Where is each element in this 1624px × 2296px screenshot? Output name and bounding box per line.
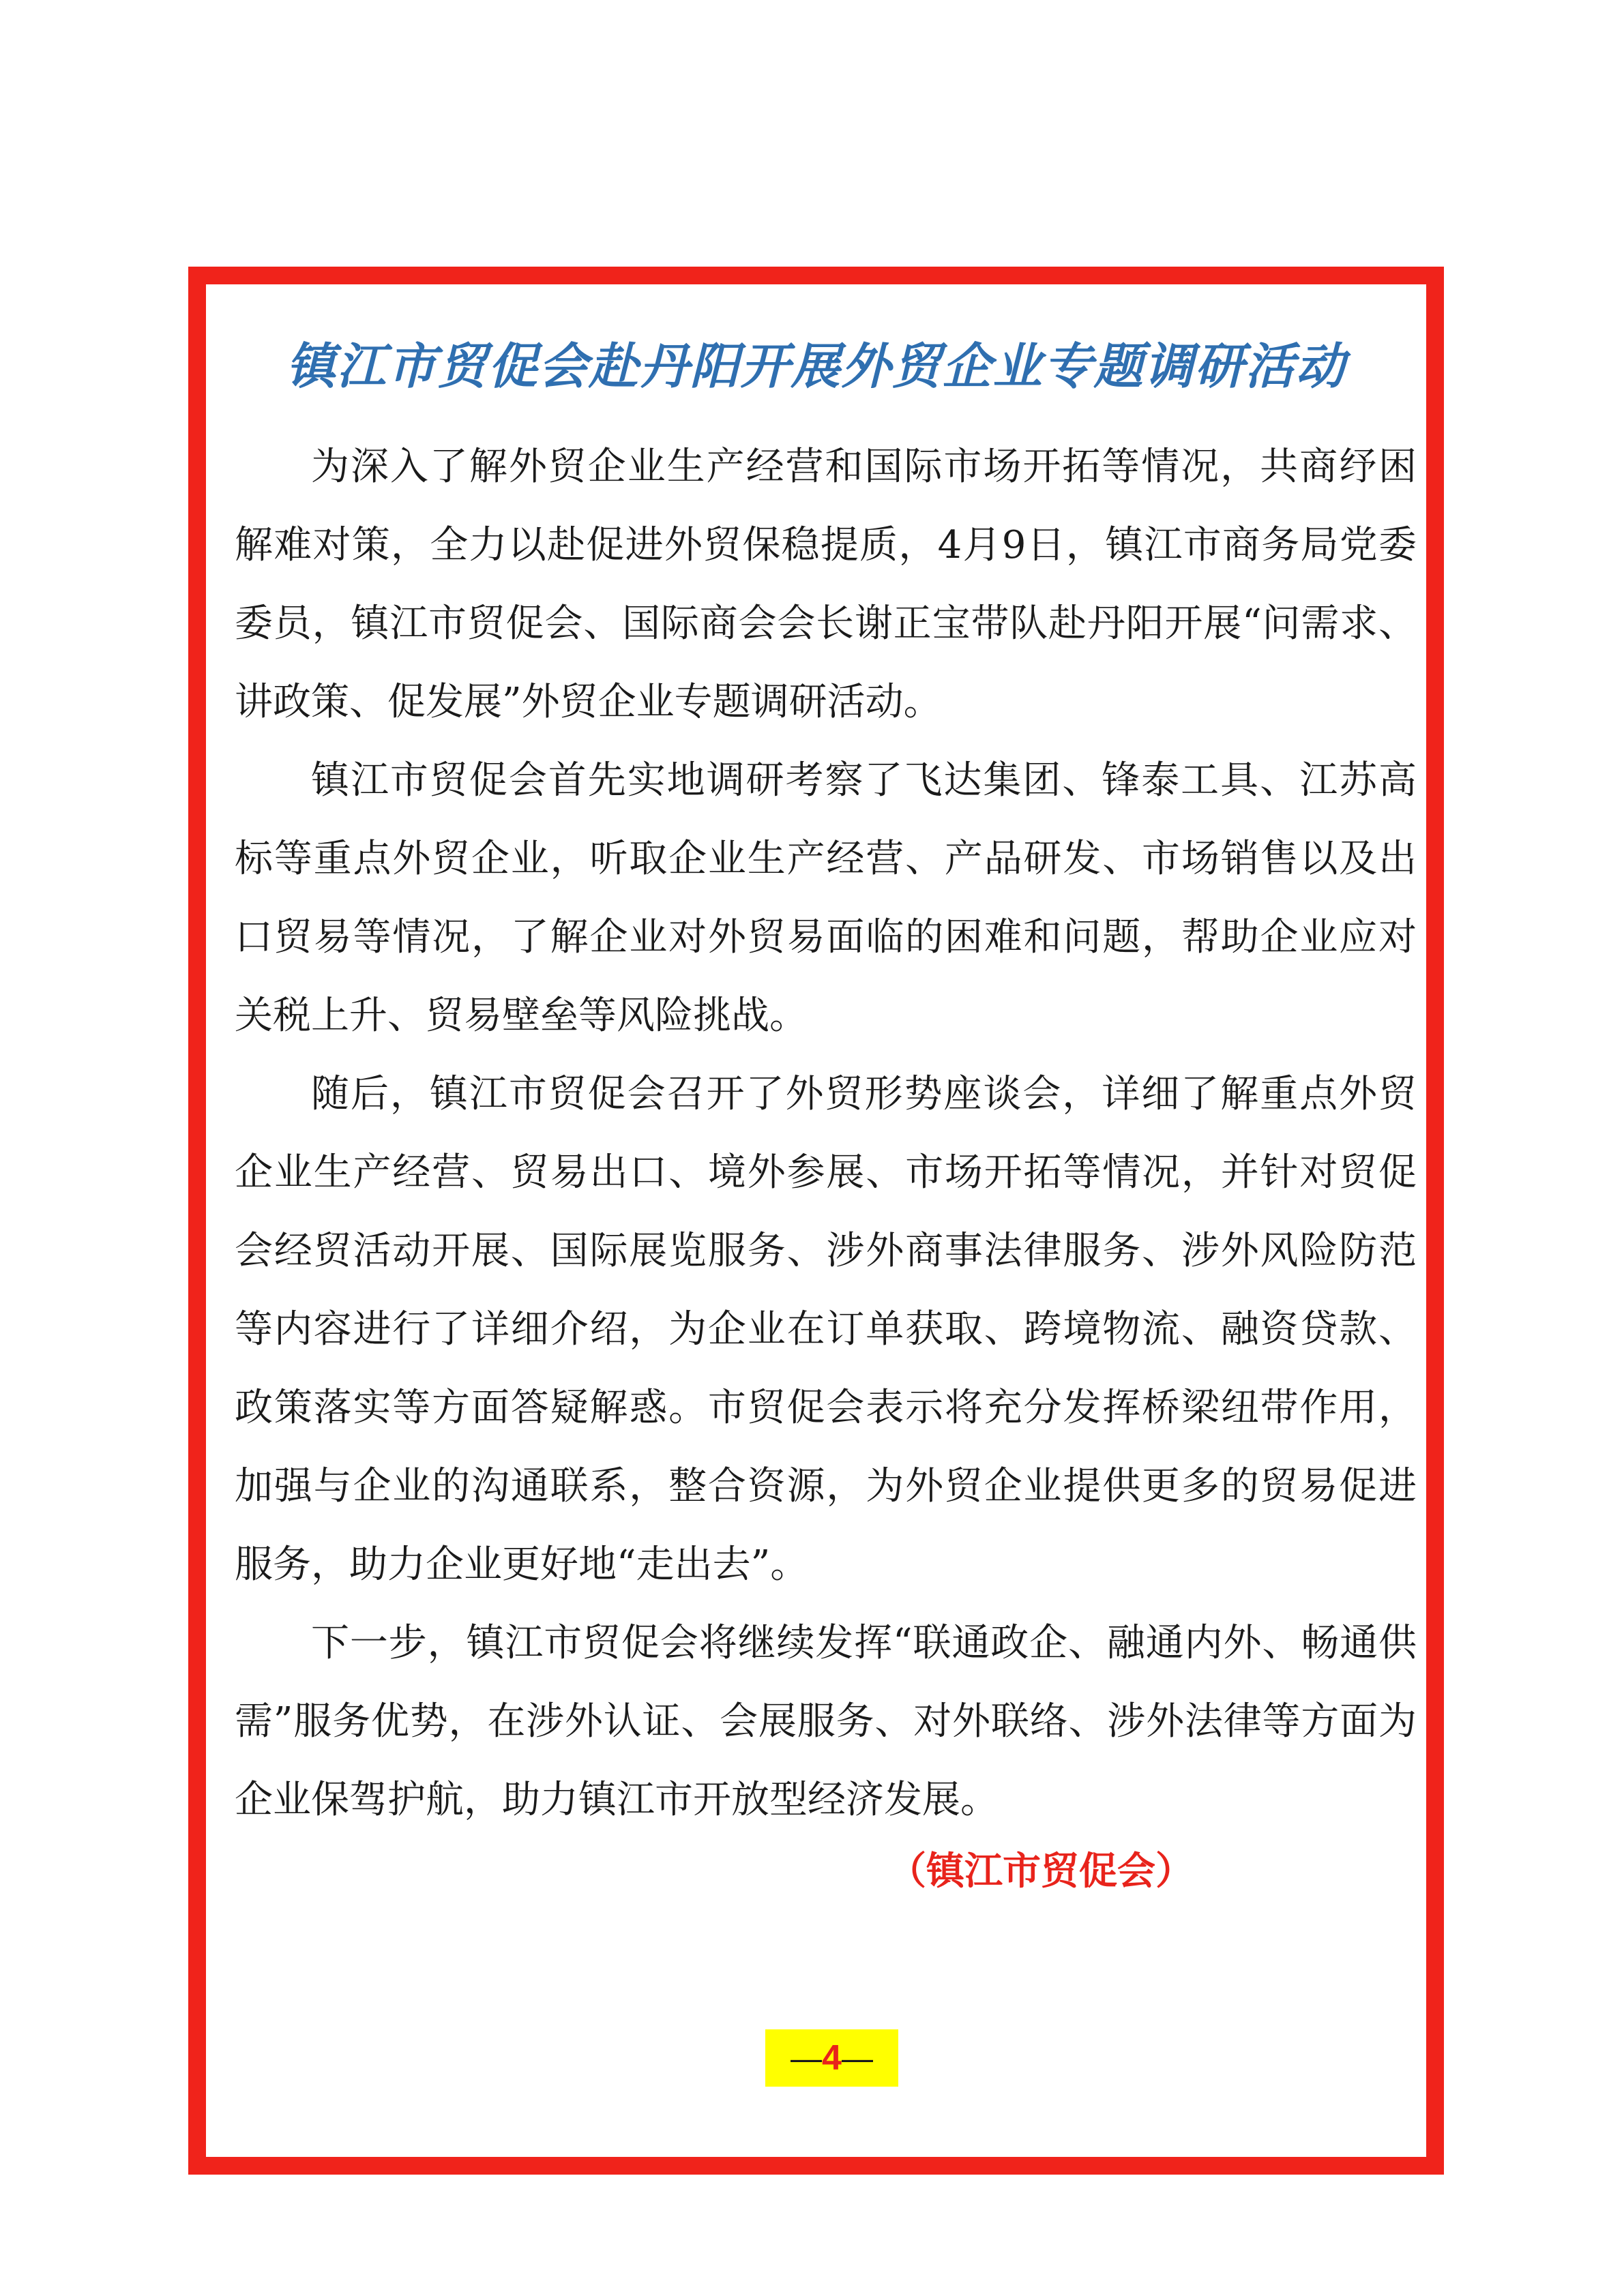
article-signature: （镇江市贸促会）	[888, 1849, 1194, 1894]
paragraph-1: 为深入了解外贸企业生产经营和国际市场开拓等情况，共商纾困解难对策，全力以赴促进外贸保稳提质，4月9日，镇江市商务局党委委员，镇江市贸促会、国际商会会长谢正宝带队赴丹阳开展“问需求、讲政策、促发展”外贸企业专题调研活动。	[235, 445, 1417, 724]
page-frame	[188, 267, 1444, 2175]
paragraph-3: 随后，镇江市贸促会召开了外贸形势座谈会，详细了解重点外贸企业生产经营、贸易出口、境外参展、市场开拓等情况，并针对贸促会经贸活动开展、国际展览服务、涉外商事法律服务、涉外风险防范等内容进行了详细介绍，为企业在订单获取、跨境物流、融资贷款、政策落实等方面答疑解惑。市贸促会表示将充分发挥桥梁纽带作用，加强与企业的沟通联系，整合资源，为外贸企业提供更多的贸易促进服务，助力企业更好地“走出去”。	[235, 1072, 1417, 1587]
page-number-dash-right: —	[841, 2040, 873, 2076]
page-number-dash-left: —	[791, 2040, 823, 2076]
article-title: 镇江市贸促会赴丹阳开展外贸企业专题调研活动	[286, 337, 1346, 395]
paragraph-4: 下一步，镇江市贸促会将继续发挥“联通政企、融通内外、畅通供需”服务优势，在涉外认证、会展服务、对外联络、涉外法律等方面为企业保驾护航，助力镇江市开放型经济发展。	[235, 1621, 1417, 1822]
paragraph-2: 镇江市贸促会首先实地调研考察了飞达集团、锋泰工具、江苏高标等重点外贸企业，听取企业生产经营、产品研发、市场销售以及出口贸易等情况，了解企业对外贸易面临的困难和问题，帮助企业应对关税上升、贸易壁垒等风险挑战。	[235, 758, 1417, 1038]
article-body	[235, 428, 1417, 1839]
page-number-badge	[765, 2029, 898, 2087]
page-number: 4	[822, 2038, 842, 2078]
